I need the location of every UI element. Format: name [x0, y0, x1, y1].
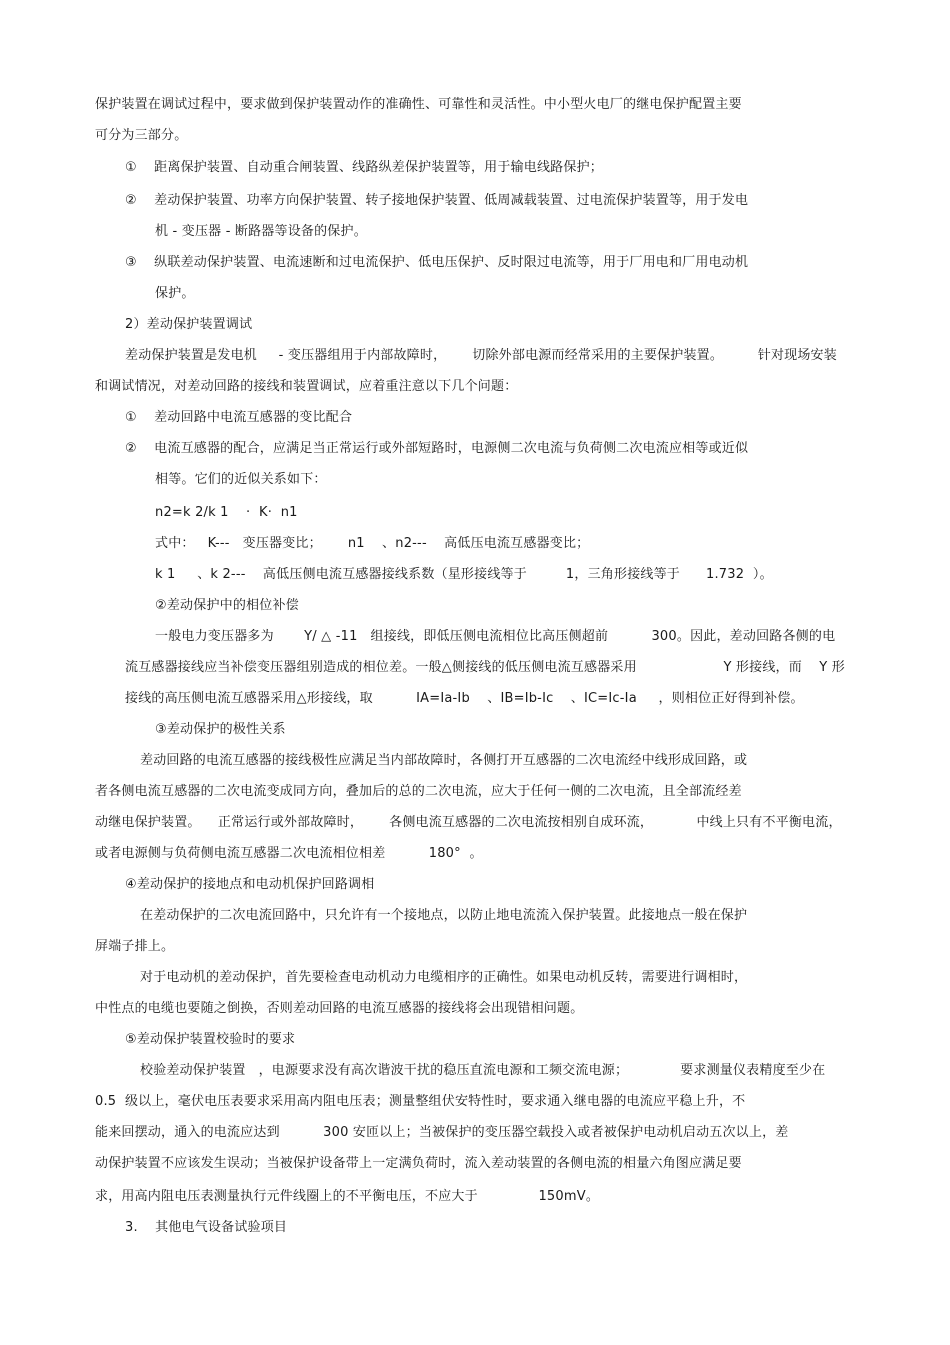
text-line: 保护装置在调试过程中，要求做到保护装置动作的准确性、可靠性和灵活性。中小型火电厂的继电保护配置主要 — [95, 97, 742, 112]
subsection-heading: ④差动保护的接地点和电动机保护回路调相 — [125, 877, 375, 892]
list-item: ① 差动回路中电流互感器的变比配合 — [125, 410, 353, 425]
text-line: 一般电力变压器多为 Y/ △ -11 组接线，即低压侧电流相位比高压侧超前 300。因此，差动回路各侧的电 — [155, 629, 836, 644]
text-line: 在差动保护的二次电流回路中，只允许有一个接地点，以防止地电流流入保护装置。此接地点一般在保护 — [140, 908, 748, 923]
list-item: ② 电流互感器的配合，应满足当正常运行或外部短路时，电源侧二次电流与负荷侧二次电流应相等或近似 — [125, 441, 749, 456]
text-line: 接线的高压侧电流互感器采用△形接线，取 IA=Ia-Ib 、IB=Ib-Ic 、IC=Ic-Ia ，则相位正好得到补偿。 — [125, 691, 804, 706]
text-line: k 1 、k 2--- 高低压侧电流互感器接线系数（星形接线等于 1，三角形接线等于 1.732 ）。 — [155, 567, 773, 582]
text-line: 能来回摆动，通入的电流应达到 300 安匝以上；当被保护的变压器空载投入或者被保护电动机启动五次以上，差 — [95, 1125, 789, 1140]
text-line: 机 - 变压器 - 断路器等设备的保护。 — [155, 224, 367, 239]
subsection-heading: ⑤差动保护装置校验时的要求 — [125, 1032, 296, 1047]
text-line: 对于电动机的差动保护，首先要检查电动机动力电缆相序的正确性。如果电动机反转，需要进行调相时， — [140, 970, 748, 985]
list-item: ① 距离保护装置、自动重合闸装置、线路纵差保护装置等，用于输电线路保护； — [125, 160, 603, 175]
text-line: 0.5 级以上，毫伏电压表要求采用高内阻电压表；测量整组伏安特性时，要求通入继电器的电流应平稳上升，不 — [95, 1094, 746, 1109]
text-line: 中性点的电缆也要随之倒换，否则差动回路的电流互感器的接线将会出现错相问题。 — [95, 1001, 584, 1016]
list-item: ③ 纵联差动保护装置、电流速断和过电流保护、低电压保护、反时限过电流等，用于厂用电和厂用电动机 — [125, 255, 749, 270]
list-item: ② 差动保护装置、功率方向保护装置、转子接地保护装置、低周减载装置、过电流保护装置等，用于发电 — [125, 193, 749, 208]
text-line: 式中： K--- 变压器变比； n1 、n2--- 高低压电流互感器变比； — [155, 536, 590, 551]
text-line: 可分为三部分。 — [95, 128, 188, 143]
text-line: 者各侧电流互感器的二次电流变成同方向，叠加后的总的二次电流，应大于任何一侧的二次电流，且全部流经差 — [95, 784, 742, 799]
text-line: 和调试情况，对差动回路的接线和装置调试，应着重注意以下几个问题： — [95, 379, 518, 394]
text-line: 校验差动保护装置 ，电源要求没有高次谐波干扰的稳压直流电源和工频交流电源； 要求测量仪表精度至少在 — [140, 1063, 826, 1078]
section-heading: 2）差动保护装置调试 — [125, 317, 253, 332]
text-line: 相等。它们的近似关系如下： — [155, 472, 327, 487]
section-heading: 3. 其他电气设备试验项目 — [125, 1220, 288, 1235]
subsection-heading: ③差动保护的极性关系 — [155, 722, 286, 737]
formula: n2=k 2/k 1 · K· n1 — [155, 505, 298, 520]
text-line: 动继电保护装置。 正常运行或外部故障时， 各侧电流互感器的二次电流按相别自成环流， 中线上只有不平衡电流， — [95, 815, 842, 830]
text-line: 差动回路的电流互感器的接线极性应满足当内部故障时，各侧打开互感器的二次电流经中线形成回路，或 — [140, 753, 748, 768]
subsection-heading: ②差动保护中的相位补偿 — [155, 598, 299, 613]
text-line: 流互感器接线应当补偿变压器组别造成的相位差。一般△侧接线的低压侧电流互感器采用 Y 形接线，而 Y 形 — [125, 660, 845, 675]
text-line: 或者电源侧与负荷侧电流互感器二次电流相位相差 180° 。 — [95, 846, 483, 861]
text-line: 求，用高内阻电压表测量执行元件线圈上的不平衡电压，不应大于 150mV。 — [95, 1189, 600, 1204]
text-line: 差动保护装置是发电机 - 变压器组用于内部故障时， 切除外部电源而经常采用的主要保护装置。 针对现场安装 — [125, 348, 837, 363]
text-line: 动保护装置不应该发生误动；当被保护设备带上一定满负荷时，流入差动装置的各侧电流的相量六角图应满足要 — [95, 1156, 742, 1171]
text-line: 保护。 — [155, 286, 195, 301]
text-line: 屏端子排上。 — [95, 939, 175, 954]
